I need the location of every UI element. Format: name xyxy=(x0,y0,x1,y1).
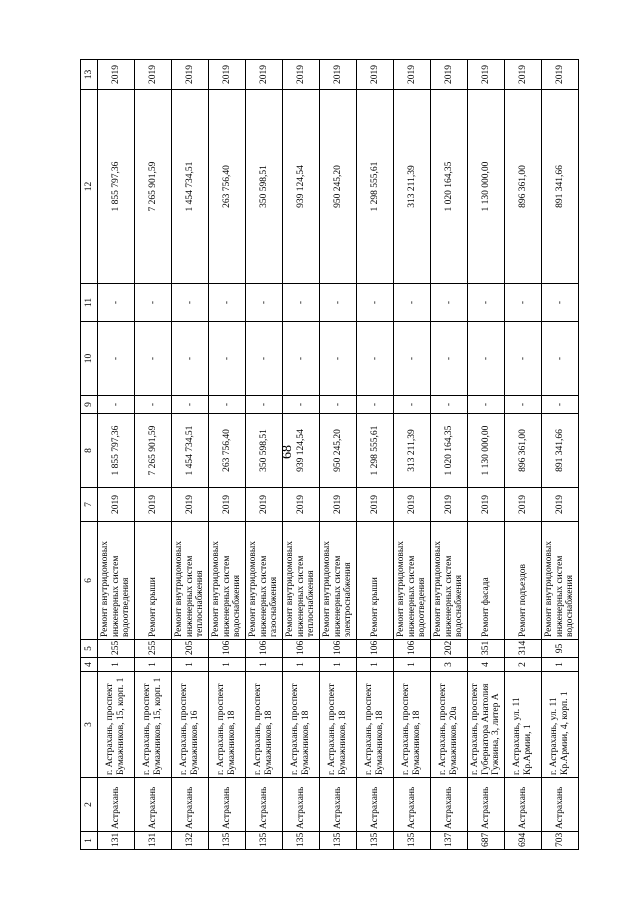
work-type-cell: Ремонт крыши xyxy=(357,522,394,640)
locality-cell: Астрахань xyxy=(505,778,542,832)
total-cost-cell: 263 756,40 xyxy=(209,90,246,284)
total-cost-cell: 950 245,20 xyxy=(320,90,357,284)
table-row xyxy=(246,60,283,850)
planned-year-cell: 2019 xyxy=(320,488,357,522)
locality-cell: Астрахань xyxy=(394,778,431,832)
planned-year-cell: 2019 xyxy=(283,488,320,522)
cost-col-10-cell: - xyxy=(431,322,468,396)
cost-col-10-cell: - xyxy=(209,322,246,396)
rotated-table-container xyxy=(80,60,610,850)
apartments-cell: 106 xyxy=(394,640,431,658)
total-cost-cell: 1 855 797,36 xyxy=(98,90,135,284)
cost-col-11-cell: - xyxy=(431,284,468,322)
apartments-cell: 106 xyxy=(209,640,246,658)
cost-col-11-cell: - xyxy=(283,284,320,322)
address-cell: г. Астрахань, проспект Бумажников, 16 xyxy=(172,672,209,778)
total-cost-cell: 939 124,54 xyxy=(283,90,320,284)
entrances-cell: 1 xyxy=(357,658,394,672)
apartments-cell: 205 xyxy=(172,640,209,658)
table-row xyxy=(135,60,172,850)
cost-col-9-cell: - xyxy=(431,396,468,414)
address-cell: г. Астрахань, проспект Бумажников, 18 xyxy=(209,672,246,778)
cost-col-9-cell: - xyxy=(505,396,542,414)
entrances-cell: 1 xyxy=(394,658,431,672)
total-cost-cell: 1 454 734,51 xyxy=(172,90,209,284)
cost-cell: 1 130 000,00 xyxy=(468,414,505,488)
total-cost-cell: 891 341,66 xyxy=(542,90,579,284)
cost-col-9-cell: - xyxy=(98,396,135,414)
completion-year-cell: 2019 xyxy=(283,60,320,90)
entrances-cell: 4 xyxy=(468,658,505,672)
column-number-11: 11 xyxy=(81,284,98,322)
entrances-cell: 3 xyxy=(431,658,468,672)
cost-col-10-cell: - xyxy=(394,322,431,396)
row-number-cell: 135 xyxy=(209,832,246,850)
cost-col-10-cell: - xyxy=(468,322,505,396)
row-number-cell: 135 xyxy=(357,832,394,850)
row-number-cell: 132 xyxy=(172,832,209,850)
cost-cell: 1 855 797,36 xyxy=(98,414,135,488)
planned-year-cell: 2019 xyxy=(135,488,172,522)
row-number-cell: 131 xyxy=(135,832,172,850)
apartments-cell: 255 xyxy=(98,640,135,658)
completion-year-cell: 2019 xyxy=(209,60,246,90)
entrances-cell: 1 xyxy=(542,658,579,672)
cost-col-11-cell: - xyxy=(542,284,579,322)
total-cost-cell: 313 211,39 xyxy=(394,90,431,284)
work-type-cell: Ремонт внутридомовых инженерных систем водоснабжения xyxy=(542,522,579,640)
entrances-cell: 1 xyxy=(246,658,283,672)
column-number-13: 13 xyxy=(81,60,98,90)
locality-cell: Астрахань xyxy=(431,778,468,832)
cost-col-10-cell: - xyxy=(283,322,320,396)
row-number-cell: 135 xyxy=(320,832,357,850)
locality-cell: Астрахань xyxy=(542,778,579,832)
row-number-cell: 703 xyxy=(542,832,579,850)
row-number-cell: 135 xyxy=(283,832,320,850)
entrances-cell: 1 xyxy=(98,658,135,672)
planned-year-cell: 2019 xyxy=(468,488,505,522)
planned-year-cell: 2019 xyxy=(98,488,135,522)
cost-col-11-cell: - xyxy=(246,284,283,322)
apartments-cell: 255 xyxy=(135,640,172,658)
work-type-cell: Ремонт внутридомовых инженерных систем газоснабжения xyxy=(246,522,283,640)
column-number-10: 10 xyxy=(81,322,98,396)
cost-col-9-cell: - xyxy=(135,396,172,414)
column-number-8: 8 xyxy=(81,414,98,488)
total-cost-cell: 1 020 164,35 xyxy=(431,90,468,284)
table-row xyxy=(320,60,357,850)
entrances-cell: 1 xyxy=(209,658,246,672)
completion-year-cell: 2019 xyxy=(98,60,135,90)
total-cost-cell: 1 298 555,61 xyxy=(357,90,394,284)
cost-col-10-cell: - xyxy=(542,322,579,396)
apartments-cell: 106 xyxy=(357,640,394,658)
address-cell: г. Астрахань, проспект Бумажников, 20а xyxy=(431,672,468,778)
column-number-row xyxy=(81,60,98,850)
total-cost-cell: 350 598,51 xyxy=(246,90,283,284)
cost-col-9-cell: - xyxy=(172,396,209,414)
planned-year-cell: 2019 xyxy=(357,488,394,522)
apartments-cell: 106 xyxy=(320,640,357,658)
completion-year-cell: 2019 xyxy=(172,60,209,90)
completion-year-cell: 2019 xyxy=(394,60,431,90)
cost-col-10-cell: - xyxy=(505,322,542,396)
cost-col-9-cell: - xyxy=(468,396,505,414)
address-cell: г. Астрахань, проспект Бумажников, 18 xyxy=(394,672,431,778)
planned-year-cell: 2019 xyxy=(394,488,431,522)
locality-cell: Астрахань xyxy=(357,778,394,832)
locality-cell: Астрахань xyxy=(98,778,135,832)
apartments-cell: 351 xyxy=(468,640,505,658)
table-row xyxy=(542,60,579,850)
apartments-cell: 95 xyxy=(542,640,579,658)
work-type-cell: Ремонт внутридомовых инженерных систем теплоснабжения xyxy=(172,522,209,640)
entrances-cell: 1 xyxy=(172,658,209,672)
completion-year-cell: 2019 xyxy=(246,60,283,90)
cost-col-10-cell: - xyxy=(246,322,283,396)
cost-col-11-cell: - xyxy=(394,284,431,322)
locality-cell: Астрахань xyxy=(246,778,283,832)
entrances-cell: 1 xyxy=(320,658,357,672)
cost-col-11-cell: - xyxy=(505,284,542,322)
address-cell: г. Астрахань, проспект Бумажников, 18 xyxy=(246,672,283,778)
completion-year-cell: 2019 xyxy=(468,60,505,90)
work-type-cell: Ремонт внутридомовых инженерных систем водоотведения xyxy=(394,522,431,640)
cost-col-11-cell: - xyxy=(209,284,246,322)
column-number-1: 1 xyxy=(81,832,98,850)
address-cell: г. Астрахань, проспект Бумажников, 15, корп. 1 xyxy=(98,672,135,778)
address-cell: г. Астрахань, ул. 11 Кр.Армии, 4, корп. 1 xyxy=(542,672,579,778)
address-cell: г. Астрахань, проспект Бумажников, 15, корп. 1 xyxy=(135,672,172,778)
cost-cell: 950 245,20 xyxy=(320,414,357,488)
cost-col-10-cell: - xyxy=(320,322,357,396)
table-row xyxy=(505,60,542,850)
column-number-7: 7 xyxy=(81,488,98,522)
completion-year-cell: 2019 xyxy=(135,60,172,90)
cost-col-9-cell: - xyxy=(209,396,246,414)
locality-cell: Астрахань xyxy=(283,778,320,832)
cost-col-9-cell: - xyxy=(357,396,394,414)
locality-cell: Астрахань xyxy=(172,778,209,832)
table-row xyxy=(172,60,209,850)
cost-cell: 350 598,51 xyxy=(246,414,283,488)
planned-year-cell: 2019 xyxy=(431,488,468,522)
completion-year-cell: 2019 xyxy=(320,60,357,90)
cost-cell: 313 211,39 xyxy=(394,414,431,488)
apartments-cell: 106 xyxy=(283,640,320,658)
row-number-cell: 687 xyxy=(468,832,505,850)
address-cell: г. Астрахань, проспект Бумажников, 18 xyxy=(283,672,320,778)
total-cost-cell: 896 361,00 xyxy=(505,90,542,284)
page-number: 68 xyxy=(280,445,295,459)
planned-year-cell: 2019 xyxy=(505,488,542,522)
locality-cell: Астрахань xyxy=(135,778,172,832)
planned-year-cell: 2019 xyxy=(172,488,209,522)
entrances-cell: 2 xyxy=(505,658,542,672)
cost-cell: 891 341,66 xyxy=(542,414,579,488)
locality-cell: Астрахань xyxy=(209,778,246,832)
work-type-cell: Ремонт внутридомовых инженерных систем теплоснабжения xyxy=(283,522,320,640)
total-cost-cell: 7 265 901,59 xyxy=(135,90,172,284)
work-type-cell: Ремонт крыши xyxy=(135,522,172,640)
entrances-cell: 1 xyxy=(283,658,320,672)
apartments-cell: 106 xyxy=(246,640,283,658)
total-cost-cell: 1 130 000,00 xyxy=(468,90,505,284)
column-number-3: 3 xyxy=(81,672,98,778)
entrances-cell: 1 xyxy=(135,658,172,672)
cost-col-9-cell: - xyxy=(394,396,431,414)
column-number-9: 9 xyxy=(81,396,98,414)
planned-year-cell: 2019 xyxy=(209,488,246,522)
table-row xyxy=(357,60,394,850)
address-cell: г. Астрахань, проспект Губернатора Анатолия Гужвина, 3, литер А xyxy=(468,672,505,778)
column-number-2: 2 xyxy=(81,778,98,832)
cost-cell: 1 454 734,51 xyxy=(172,414,209,488)
completion-year-cell: 2019 xyxy=(357,60,394,90)
apartments-cell: 202 xyxy=(431,640,468,658)
column-number-6: 6 xyxy=(81,522,98,640)
table-row xyxy=(431,60,468,850)
row-number-cell: 137 xyxy=(431,832,468,850)
cost-col-11-cell: - xyxy=(172,284,209,322)
work-type-cell: Ремонт внутридомовых инженерных систем водоотведения xyxy=(98,522,135,640)
cost-col-10-cell: - xyxy=(357,322,394,396)
locality-cell: Астрахань xyxy=(468,778,505,832)
column-number-12: 12 xyxy=(81,90,98,284)
work-type-cell: Ремонт внутридомовых инженерных систем водоснабжения xyxy=(209,522,246,640)
address-cell: г. Астрахань, ул. 11 Кр.Армии, 1 xyxy=(505,672,542,778)
cost-col-10-cell: - xyxy=(98,322,135,396)
cost-col-9-cell: - xyxy=(542,396,579,414)
cost-col-9-cell: - xyxy=(246,396,283,414)
row-number-cell: 135 xyxy=(246,832,283,850)
apartments-cell: 314 xyxy=(505,640,542,658)
cost-cell: 1 298 555,61 xyxy=(357,414,394,488)
cost-col-9-cell: - xyxy=(283,396,320,414)
table-row xyxy=(394,60,431,850)
work-type-cell: Ремонт внутридомовых инженерных систем электроснабжения xyxy=(320,522,357,640)
locality-cell: Астрахань xyxy=(320,778,357,832)
column-number-5: 5 xyxy=(81,640,98,658)
table-row xyxy=(468,60,505,850)
address-cell: г. Астрахань, проспект Бумажников, 18 xyxy=(320,672,357,778)
work-type-cell: Ремонт подъездов xyxy=(505,522,542,640)
work-type-cell: Ремонт внутридомовых инженерных систем водоснабжения xyxy=(431,522,468,640)
cost-col-11-cell: - xyxy=(98,284,135,322)
completion-year-cell: 2019 xyxy=(505,60,542,90)
cost-cell: 1 020 164,35 xyxy=(431,414,468,488)
row-number-cell: 131 xyxy=(98,832,135,850)
work-type-cell: Ремонт фасада xyxy=(468,522,505,640)
address-cell: г. Астрахань, проспект Бумажников, 18 xyxy=(357,672,394,778)
cost-col-11-cell: - xyxy=(357,284,394,322)
row-number-cell: 694 xyxy=(505,832,542,850)
table-row xyxy=(98,60,135,850)
table-row xyxy=(209,60,246,850)
table-row xyxy=(283,60,320,850)
cost-cell: 939 124,54 xyxy=(283,414,320,488)
cost-cell: 7 265 901,59 xyxy=(135,414,172,488)
cost-cell: 263 756,40 xyxy=(209,414,246,488)
cost-col-11-cell: - xyxy=(135,284,172,322)
cost-col-9-cell: - xyxy=(320,396,357,414)
cost-col-10-cell: - xyxy=(172,322,209,396)
completion-year-cell: 2019 xyxy=(431,60,468,90)
completion-year-cell: 2019 xyxy=(542,60,579,90)
cost-cell: 896 361,00 xyxy=(505,414,542,488)
planned-year-cell: 2019 xyxy=(246,488,283,522)
cost-col-11-cell: - xyxy=(320,284,357,322)
repair-schedule-table xyxy=(80,59,579,850)
row-number-cell: 135 xyxy=(394,832,431,850)
planned-year-cell: 2019 xyxy=(542,488,579,522)
column-number-4: 4 xyxy=(81,658,98,672)
cost-col-10-cell: - xyxy=(135,322,172,396)
cost-col-11-cell: - xyxy=(468,284,505,322)
